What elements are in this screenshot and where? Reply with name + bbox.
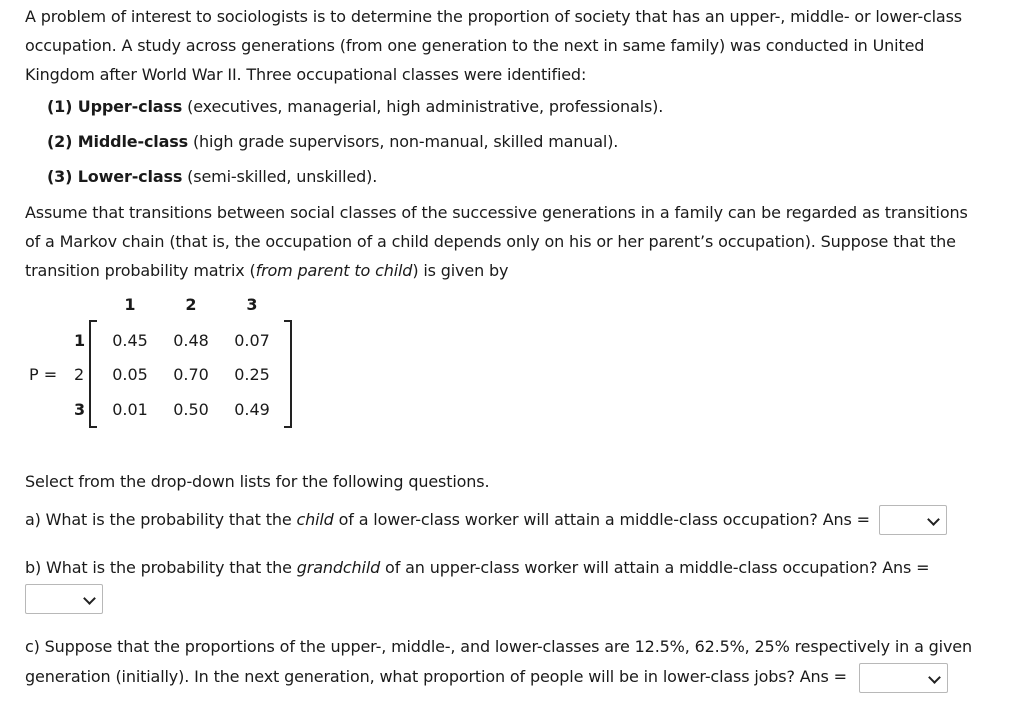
- matrix-symbol: P =: [29, 365, 58, 384]
- chevron-down-icon: [83, 592, 96, 605]
- matrix-cell: 0.25: [234, 365, 270, 384]
- col-header-1: 1: [124, 295, 136, 314]
- matrix-cell: 0.49: [234, 400, 270, 419]
- matrix-cell: 0.01: [112, 400, 148, 419]
- intro-paragraph: [25, 2, 1000, 89]
- question-a-pre: a) What is the probability that the: [25, 510, 297, 529]
- intro-line-3: Kingdom after World War II. Three occupational classes were identified:: [25, 65, 587, 84]
- matrix-cell: 0.05: [112, 365, 148, 384]
- markov-line-3-em: from parent to child: [255, 261, 413, 280]
- matrix-left-bracket: [89, 320, 97, 428]
- intro-line-1: A problem of interest to sociologists is to determine the proportion of society that has an upper-, middle- or lower-class: [25, 7, 962, 26]
- class-item-middle: [47, 131, 618, 153]
- markov-line-3-pre: transition probability matrix (: [25, 261, 256, 280]
- question-c-line-1: c) Suppose that the proportions of the upper-, middle-, and lower-classes are 12.5%, 62.5%, 25% respectively in a given: [25, 637, 972, 656]
- markov-line-1: Assume that transitions between social classes of the successive generations in a family can be regarded as transitions: [25, 203, 968, 222]
- markov-paragraph: [25, 198, 1000, 285]
- class-desc-lower: (semi-skilled, unskilled).: [182, 167, 378, 186]
- matrix-cell: 0.07: [234, 331, 270, 350]
- matrix-cell: 0.48: [173, 331, 209, 350]
- col-header-3: 3: [246, 295, 258, 314]
- class-desc-middle: (high grade supervisors, non-manual, skilled manual).: [188, 132, 619, 151]
- answer-c-dropdown[interactable]: [859, 663, 948, 693]
- matrix-right-bracket: [284, 320, 292, 428]
- row-label-1: 1: [74, 331, 86, 350]
- col-header-2: 2: [185, 295, 197, 314]
- class-label-lower: (3) Lower-class: [47, 167, 183, 186]
- chevron-down-icon: [928, 671, 941, 684]
- intro-line-2: occupation. A study across generations (from one generation to the next in same family) was conducted in United: [25, 36, 925, 55]
- answer-a-dropdown[interactable]: [879, 505, 947, 535]
- row-label-2: 2: [74, 365, 85, 384]
- question-b-em: grandchild: [296, 558, 381, 577]
- class-label-upper: (1) Upper-class: [47, 97, 183, 116]
- markov-line-3-post: ) is given by: [412, 261, 509, 280]
- question-a: [25, 505, 870, 535]
- question-a-post: of a lower-class worker will attain a middle-class occupation? Ans =: [333, 510, 870, 529]
- answer-b-dropdown[interactable]: [25, 584, 103, 614]
- markov-line-3: [25, 256, 1000, 285]
- row-label-3: 3: [74, 400, 86, 419]
- question-b-post: of an upper-class worker will attain a middle-class occupation? Ans =: [380, 558, 930, 577]
- class-desc-upper: (executives, managerial, high administrative, professionals).: [182, 97, 664, 116]
- instructions: Select from the drop-down lists for the following questions.: [25, 472, 490, 491]
- class-item-upper: [47, 96, 663, 118]
- question-c-line-2: generation (initially). In the next generation, what proportion of people will be in lower-class jobs? Ans =: [25, 667, 847, 686]
- question-b-pre: b) What is the probability that the: [25, 558, 297, 577]
- class-label-middle: (2) Middle-class: [47, 132, 189, 151]
- matrix-cell: 0.45: [112, 331, 148, 350]
- question-b: [25, 553, 929, 583]
- question-a-em: child: [296, 510, 334, 529]
- markov-line-2: of a Markov chain (that is, the occupation of a child depends only on his or her parent’s occupation). Suppose that the: [25, 232, 956, 251]
- matrix-cell: 0.50: [173, 400, 209, 419]
- class-item-lower: [47, 166, 377, 188]
- chevron-down-icon: [927, 513, 940, 526]
- matrix-cell: 0.70: [173, 365, 209, 384]
